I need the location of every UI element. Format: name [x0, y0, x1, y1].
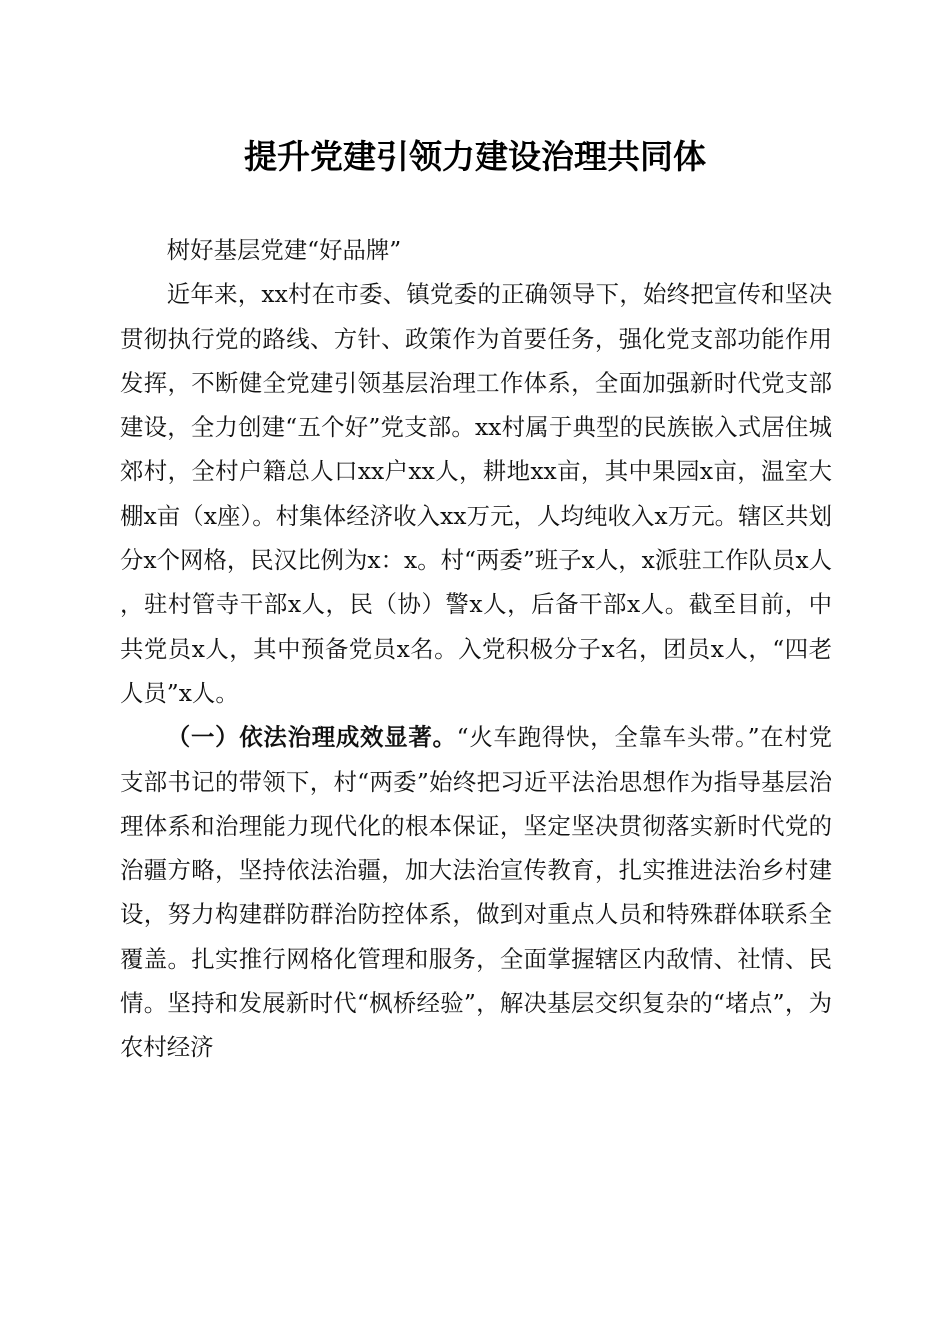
section-1-text: “火车跑得快，全靠车头带。”在村党支部书记的带领下，村“两委”始终把习近平法治思想作为指导基层治理体系和治理能力现代化的根本保证，坚定坚决贯彻落实新时代党的治疆方略，坚持依法治疆，加大法治宣传教育，扎实推进法治乡村建设，努力构建群防群治防控体系，做到对重点人员和特殊群体联系全覆盖。扎实推行网格化管理和服务，全面掌握辖区内敌情、社情、民情。坚持和发展新时代“枫桥经验”，解决基层交织复杂的“堵点”，为农村经济	[120, 723, 832, 1062]
subheading: 树好基层党建“好品牌”	[166, 236, 402, 264]
paragraph-intro: 近年来，xx村在市委、镇党委的正确领导下，始终把宣传和坚决贯彻执行党的路线、方针、政策作为首要任务，强化党支部功能作用发挥，不断健全党建引领基层治理工作体系，全面加强新时代党支部建设，全力创建“五个好”党支部。xx村属于典型的民族嵌入式居住城郊村，全村户籍总人口xx户xx人，耕地xx亩，其中果园x亩，温室大棚x亩（x座）。村集体经济收入xx万元，人均纯收入x万元。辖区共划分x个网格，民汉比例为x：x。村“两委”班子x人，x派驻工作队员x人，驻村管寺干部x人，民（协）警x人，后备干部x人。截至目前，中共党员x人，其中预备党员x名。入党积极分子x名，团员x人，“四老人员”x人。	[120, 280, 832, 707]
section-1-heading: （一）依法治理成效显著。	[166, 723, 457, 752]
paragraph-section-1	[120, 715, 832, 1069]
document-title: 提升党建引领力建设治理共同体	[244, 137, 706, 176]
document-body	[120, 228, 832, 1070]
